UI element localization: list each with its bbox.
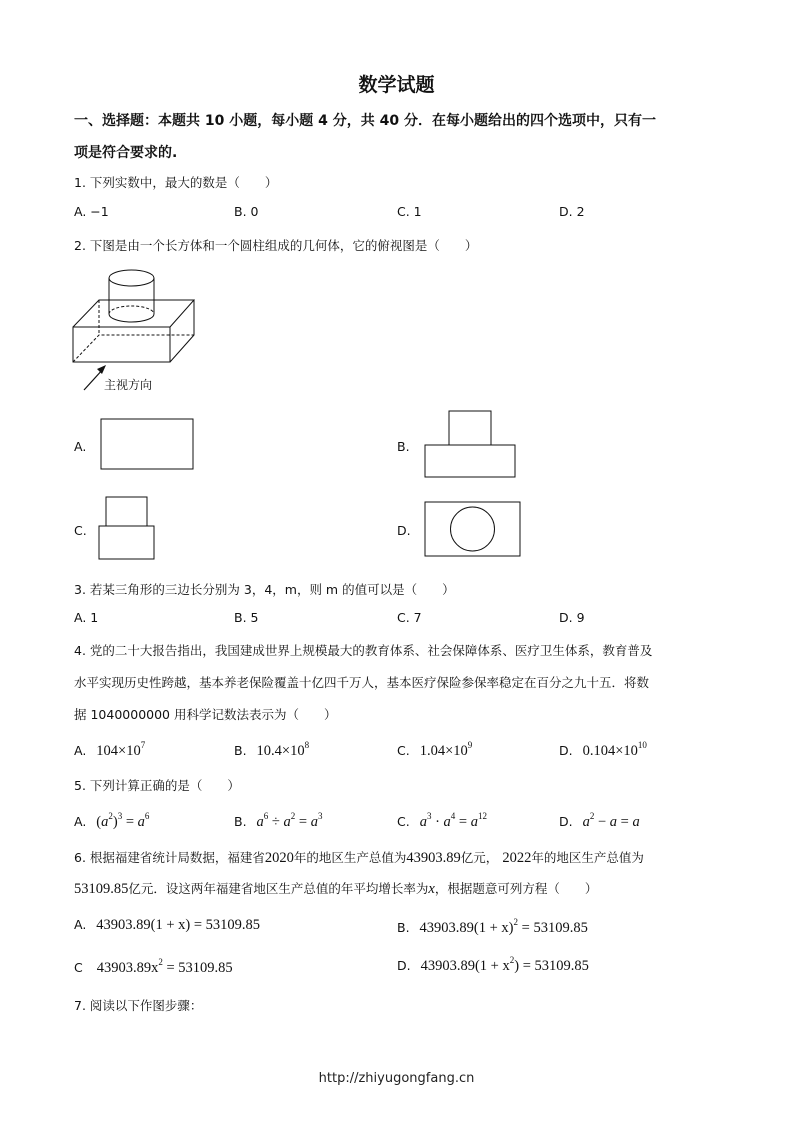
- q4-stem-line1: 4. 党的二十大报告指出，我国建成世界上规模最大的教育体系、社会保障体系、医疗卫生体系，教育普及: [74, 643, 653, 658]
- q6-option-d: D. $43903.89(1 + x^2) = 53109.85$: [397, 955, 589, 974]
- q6-option-a: A. 43903.89(1 + x) = 53109.85: [74, 917, 261, 933]
- q3-option-d: D. 9: [559, 610, 585, 625]
- q6-option-c: C $43903.89x^2 = 53109.85$: [74, 957, 233, 976]
- q2-option-c-label: C.: [74, 523, 87, 538]
- q5-stem: 5. 下列计算正确的是（ ）: [74, 778, 240, 793]
- section-heading-line2: 项是符合要求的.: [74, 145, 178, 161]
- q4-stem-line2: 水平实现历史性跨越，基本养老保险覆盖十亿四千万人，基本医疗保险参保率稳定在百分之九十五．将数: [74, 675, 650, 690]
- q2-option-b-figure: [424, 410, 519, 480]
- q4-option-c: C. $1.04\times 10^9$: [397, 740, 473, 759]
- q5-option-c: C. $a^3 \cdot a^4 = a^{12}$: [397, 811, 487, 830]
- q2-option-c-figure: [98, 496, 158, 562]
- q5-option-d: D. $a^2 - a = a$: [559, 811, 640, 830]
- q1-option-b: B. 0: [234, 204, 259, 219]
- q2-option-d-figure: [424, 501, 524, 559]
- q5-option-a: A. $(a^2)^3 = a^6$: [74, 811, 150, 830]
- q1-option-a: A. −1: [74, 204, 109, 219]
- q1-option-c: C. 1: [397, 204, 422, 219]
- q3-option-b: B. 5: [234, 610, 259, 625]
- q6-stem-line2: 53109.85亿元．设这两年福建省地区生产总值的年平均增长率为x，根据题意可列方程（ ）: [74, 881, 598, 897]
- q2-option-d-label: D.: [397, 523, 411, 538]
- q6-stem-line1: 6. 根据福建省统计局数据，福建省2020年的地区生产总值为43903.89亿元， 2022年的地区生产总值为: [74, 850, 644, 866]
- q3-option-c: C. 7: [397, 610, 422, 625]
- q4-option-a: A. $104\times 10^7$: [74, 740, 146, 759]
- q5-option-b: B. $a^6 \div a^2 = a^3$: [234, 811, 323, 830]
- q4-option-b: B. $10.4\times 10^8$: [234, 740, 310, 759]
- q2-option-a-figure: [100, 418, 196, 472]
- q6-option-b: B. $43903.89(1 + x)^2 = 53109.85$: [397, 917, 588, 936]
- page-title: 数学试题: [358, 74, 435, 96]
- q4-option-d: D. $0.104\times 10^{10}$: [559, 740, 647, 759]
- q2-option-b-label: B.: [397, 439, 410, 454]
- footer-url: http://zhiyugongfang.cn: [318, 1071, 475, 1086]
- q2-option-a-label: A.: [74, 439, 87, 454]
- q3-stem: 3. 若某三角形的三边长分别为 3，4，m，则 m 的值可以是（ ）: [74, 582, 455, 597]
- q1-stem: 1. 下列实数中，最大的数是（ ）: [74, 175, 278, 190]
- section-heading-line1: 一、选择题：本题共 10 小题，每小题 4 分，共 40 分．在每小题给出的四个选项中，只有一: [74, 113, 656, 129]
- q4-stem-line3: 据 1040000000 用科学记数法表示为（ ）: [74, 707, 337, 722]
- q1-option-d: D. 2: [559, 204, 585, 219]
- q2-arrow-label: 主视方向: [104, 378, 153, 392]
- q3-option-a: A. 1: [74, 610, 99, 625]
- q2-stem: 2. 下图是由一个长方体和一个圆柱组成的几何体，它的俯视图是（ ）: [74, 238, 478, 253]
- q7-stem: 7. 阅读以下作图步骤：: [74, 998, 203, 1013]
